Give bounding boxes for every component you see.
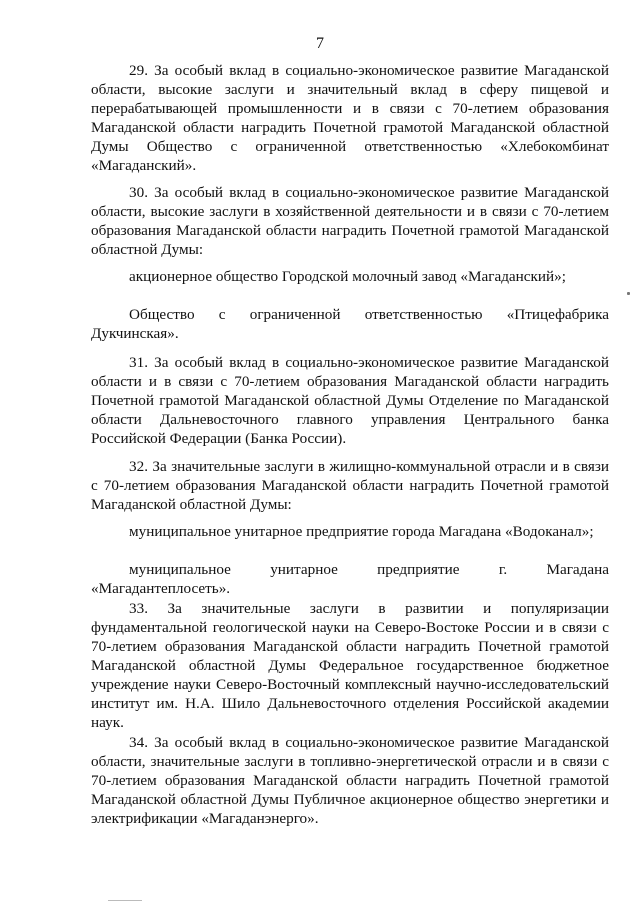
paragraph-29: 29. За особый вклад в социально-экономическое развитие Магаданской области, высокие заслуги и значительный вклад в сферу пищевой и перерабатывающей промышленности и в связи с 70-летием образования Магаданской области наградить Почетной грамотой Магаданской областной Думы Общество с ограниченной ответственностью «Хлебокомбинат «Магаданский». <box>91 62 609 174</box>
page-number: 7 <box>316 35 324 52</box>
paragraph-30: 30. За особый вклад в социально-экономическое развитие Магаданской области, высокие заслуги в хозяйственной деятельности и в связи с 70-летием образования Магаданской области наградить Почетной грамотой Магаданской областной Думы: <box>91 184 609 258</box>
paragraph-32-item-1: муниципальное унитарное предприятие города Магадана «Водоканал»; <box>129 523 594 540</box>
footer-rule <box>108 900 142 901</box>
paragraph-32: 32. За значительные заслуги в жилищно-коммунальной отрасли и в связи с 70-летием образования Магаданской области наградить Почетной грамотой Магаданской областной Думы: <box>91 458 609 513</box>
paragraph-31: 31. За особый вклад в социально-экономическое развитие Магаданской области и в связи с 70-летием образования Магаданской области наградить Почетной грамотой Магаданской областной Думы Отделение по Магаданской области Дальневосточного главного управления Центрального банка Российской Федерации (Банка России). <box>91 354 609 447</box>
paragraph-34: 34. За особый вклад в социально-экономическое развитие Магаданской области, значительные заслуги в топливно-энергетической отрасли и в связи с 70-летием образования Магаданской области наградить Почетной грамотой Магаданской областной Думы Публичное акционерное общество энергетики и электрификации «Магаданэнерго». <box>91 734 609 827</box>
scan-speck <box>627 292 630 295</box>
paragraph-30-item-1: акционерное общество Городской молочный завод «Магаданский»; <box>129 268 566 285</box>
paragraph-30-item-2: Общество с ограниченной ответственностью «Птицефабрика Дукчинская». <box>91 306 609 342</box>
paragraph-32-item-2: муниципальное унитарное предприятие г. Магадана «Магадантеплосеть». <box>91 561 609 597</box>
paragraph-33: 33. За значительные заслуги в развитии и популяризации фундаментальной геологической науки на Северо-Востоке России и в связи с 70-летием образования Магаданской области наградить Почетной грамотой Магаданской областной Думы Федеральное государственное бюджетное учреждение науки Северо-Восточный комплексный научно-исследовательский институт им. Н.А. Шило Дальневосточного отделения Российской академии наук. <box>91 600 609 731</box>
